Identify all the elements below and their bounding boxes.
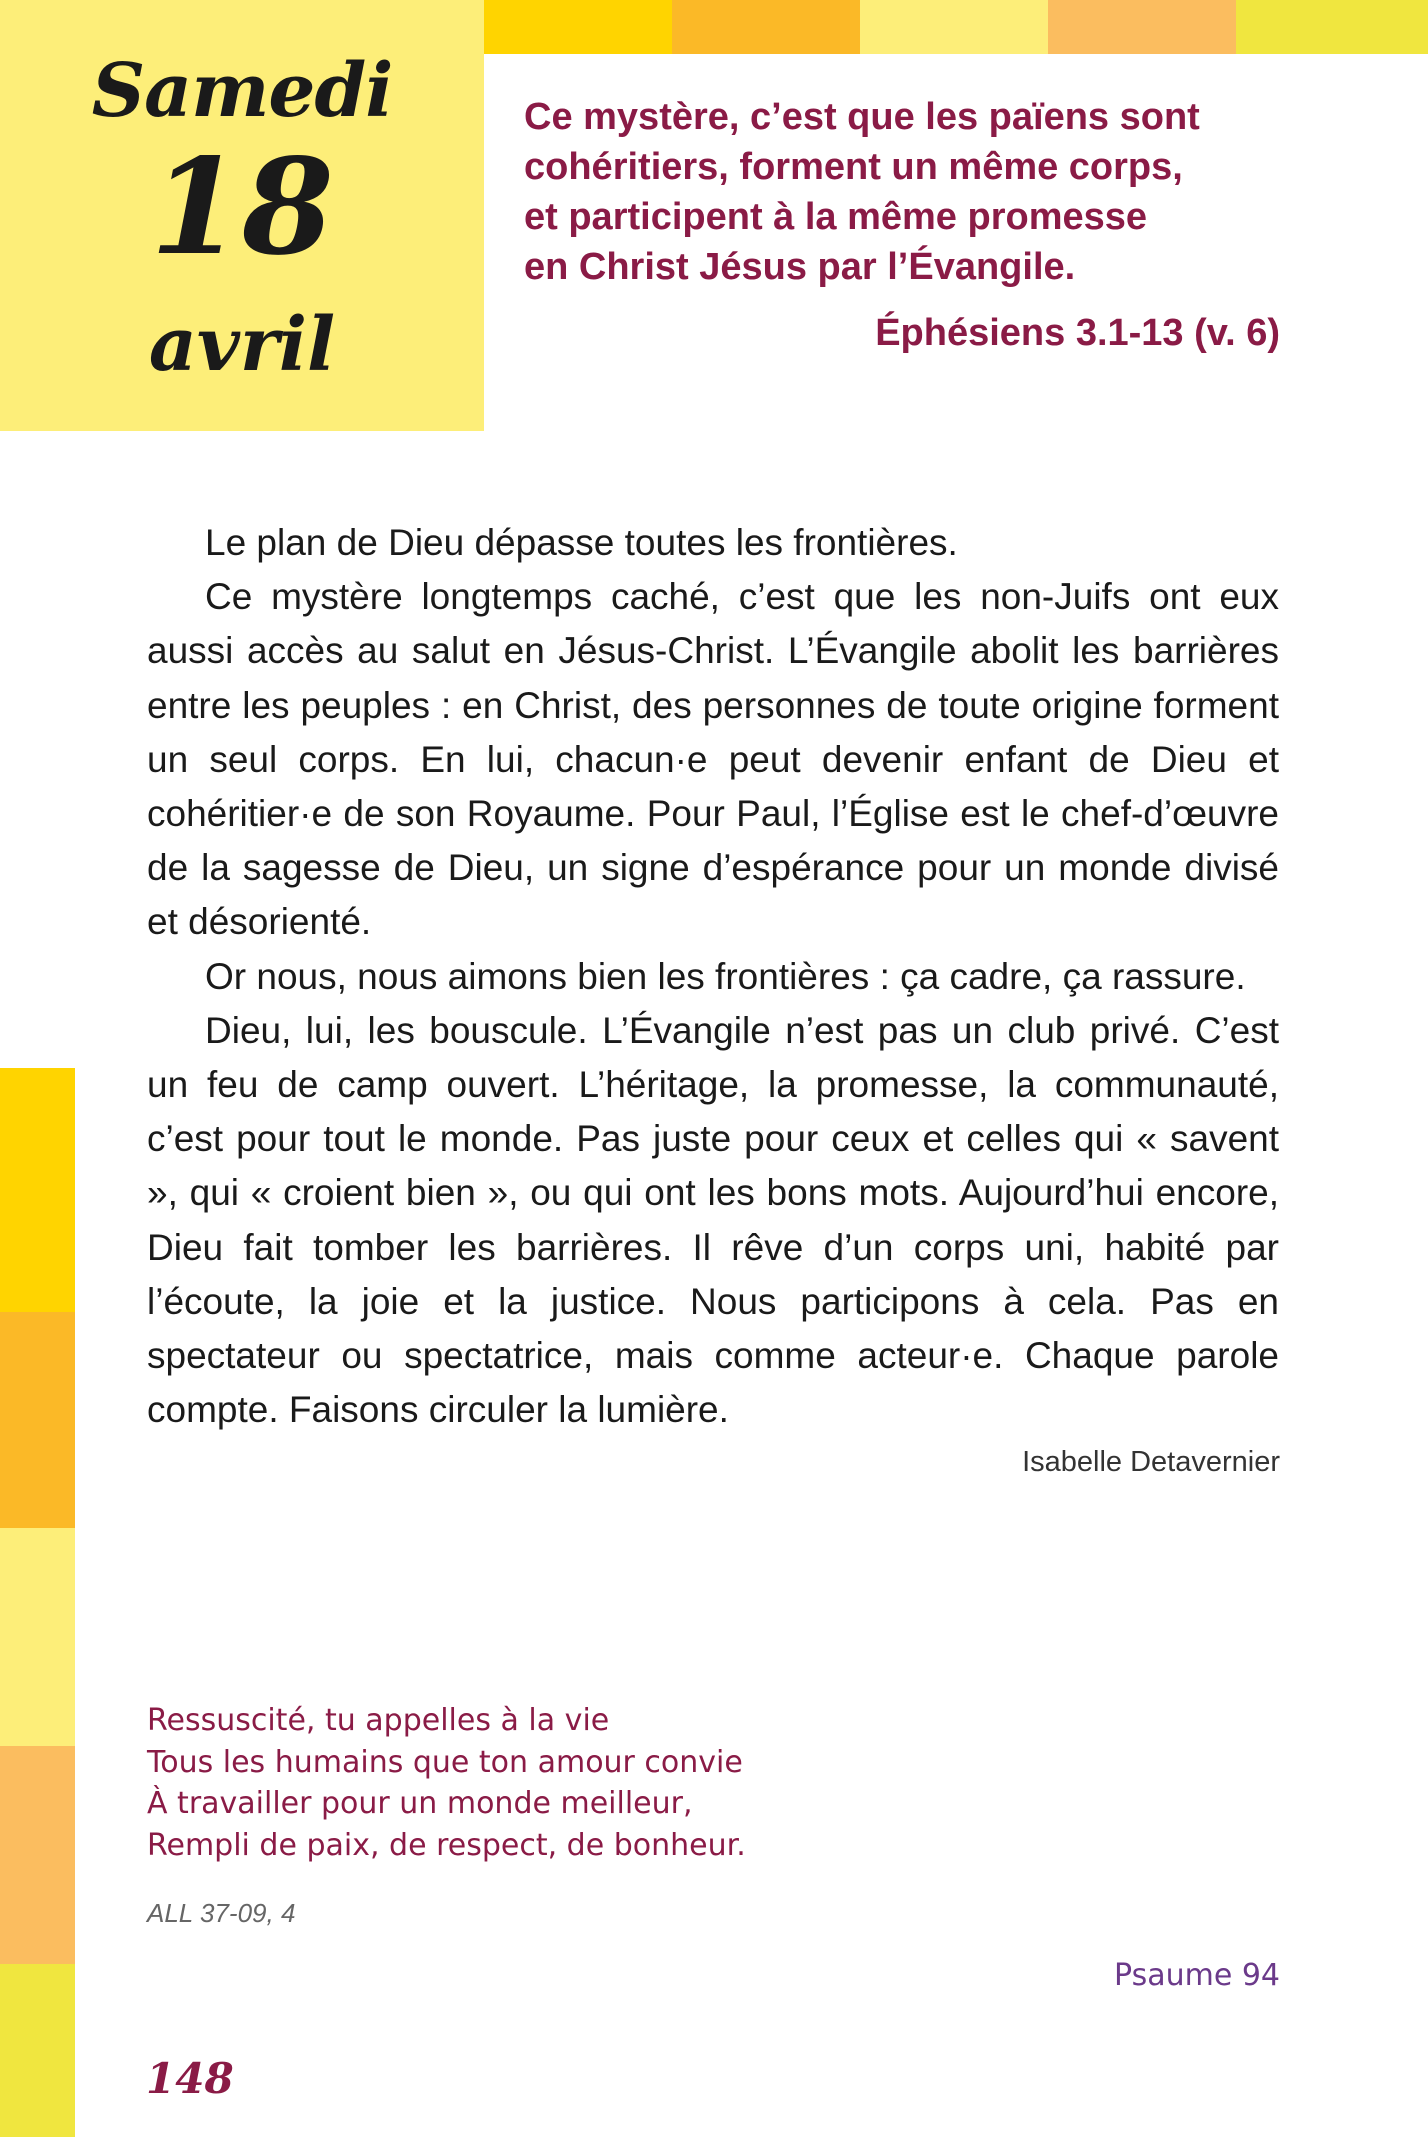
day-number: 18: [150, 130, 334, 285]
verse-reference: Éphésiens 3.1-13 (v. 6): [875, 312, 1280, 354]
psalm-reference: Psaume 94: [1114, 1958, 1280, 1993]
author-name: Isabelle Detavernier: [1022, 1446, 1280, 1478]
prayer-line: Ressuscité, tu appelles à la vie: [147, 1703, 610, 1738]
prayer-line: À travailler pour un monde meilleur,: [147, 1786, 693, 1821]
body-paragraph: Ce mystère longtemps caché, c’est que les non-Juifs ont eux aussi accès au salut en Jésus-Christ. L’Évangile abolit les barrières entre les peuples : en Christ, des personnes de toute origine forment un seul corps. En lui, chacun·e peut devenir enfant de Dieu et cohéritier·e de son Royaume. Pour Paul, l’Église est le chef-d’œuvre de la sagesse de Dieu, un signe d’espérance pour un monde divisé et désorienté.: [147, 576, 1279, 943]
strip-segment: [484, 0, 672, 54]
verse-line: en Christ Jésus par l’Évangile.: [524, 246, 1076, 288]
prayer: [147, 1700, 947, 1866]
prayer-line: Tous les humains que ton amour convie: [147, 1744, 743, 1780]
body-paragraph: Le plan de Dieu dépasse toutes les frontières.: [205, 522, 958, 563]
month-name: avril: [148, 302, 336, 388]
strip-segment: [0, 1068, 75, 1312]
strip-segment: [0, 1528, 75, 1746]
prayer-reference: ALL 37-09, 4: [147, 1898, 296, 1928]
strip-segment: [0, 1312, 75, 1528]
body-paragraph: Dieu, lui, les bouscule. L’Évangile n’est pas un club privé. C’est un feu de camp ouvert. L’héritage, la promesse, la communauté, c’est pour tout le monde. Pas juste pour ceux et celles qui « savent », qui « croient bien », ou qui ont les bons mots. Aujourd’hui encore, Dieu fait tomber les barrières. Il rêve d’un corps uni, habité par l’écoute, la joie et la justice. Nous participons à cela. Pas en spectateur ou spectatrice, mais comme acteur·e. Chaque parole compte. Faisons circuler la lumière.: [147, 1009, 1279, 1431]
top-color-strip: [484, 0, 1428, 54]
meditation-body: [147, 516, 1279, 1437]
strip-segment: [1236, 0, 1428, 54]
strip-segment: [0, 1964, 75, 2137]
verse-line: cohéritiers, forment un même corps,: [524, 146, 1183, 188]
date-block: [0, 0, 484, 431]
strip-segment: [0, 1746, 75, 1964]
day-name: Samedi: [91, 48, 393, 134]
verse-line: Ce mystère, c’est que les païens sont: [524, 96, 1200, 138]
verse-line: et participent à la même promesse: [524, 196, 1148, 238]
strip-segment: [860, 0, 1048, 54]
strip-segment: [672, 0, 860, 54]
page-number: 148: [146, 2054, 234, 2103]
verse-quote: [524, 92, 1324, 292]
strip-segment: [1048, 0, 1236, 54]
prayer-line: Rempli de paix, de respect, de bonheur.: [147, 1827, 746, 1863]
left-color-strip: [0, 1068, 75, 2137]
body-paragraph: Or nous, nous aimons bien les frontières : ça cadre, ça rassure.: [205, 955, 1246, 997]
